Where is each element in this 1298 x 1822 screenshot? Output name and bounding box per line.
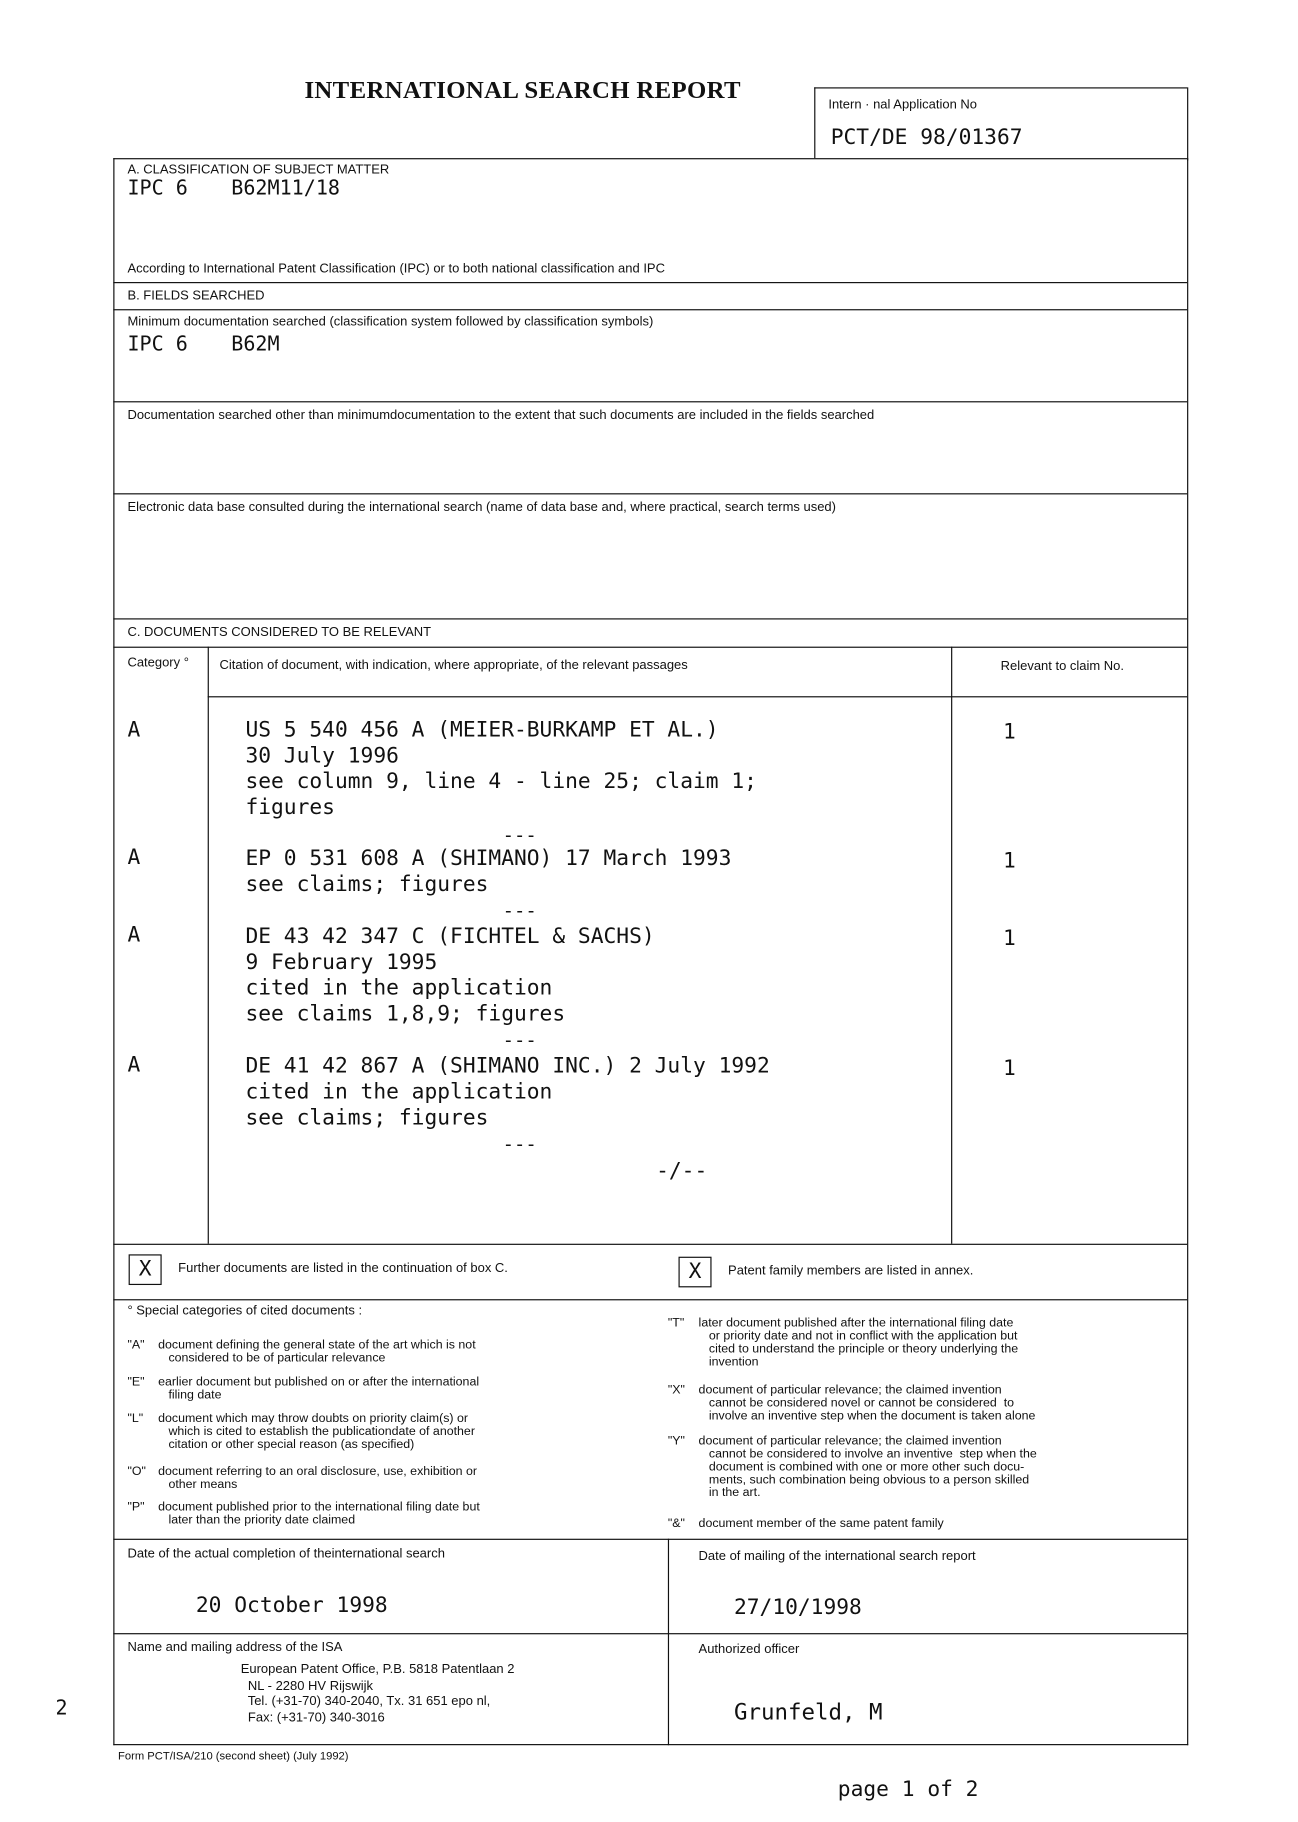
row-4-category: A bbox=[127, 1052, 141, 1078]
category-code: "P" bbox=[127, 1499, 145, 1514]
row-2-category: A bbox=[127, 844, 141, 870]
special-categories-heading: ° Special categories of cited documents : bbox=[127, 1303, 363, 1319]
row-2-citation: EP 0 531 608 A (SHIMANO) 17 March 1993 see claims; figures bbox=[245, 846, 732, 897]
category-code: "A" bbox=[127, 1338, 145, 1353]
category-text: document which may throw doubts on priority claim(s) or which is cited to establish the publicationdate of another citation or other special reason (as specified) bbox=[158, 1411, 475, 1452]
category-text: earlier document but published on or after the international filing date bbox=[158, 1374, 480, 1402]
category-code: "Y" bbox=[667, 1433, 685, 1448]
category-text: document defining the general state of the art which is not considered to be of particular relevance bbox=[158, 1338, 476, 1366]
row-4-citation: DE 41 42 867 A (SHIMANO INC.) 2 July 1992 cited in the application see claims; figures bbox=[245, 1053, 770, 1131]
row-1-citation: US 5 540 456 A (MEIER-BURKAMP ET AL.) 30 July 1996 see column 9, line 4 - line 25; claim 1; figures bbox=[245, 717, 757, 821]
application-number-label: Intern · nal Application No bbox=[828, 97, 978, 113]
category-text: later document published after the international filing date or priority date and not in conflict with the application but cited to understand the principle or theory underlying the invention bbox=[698, 1315, 1019, 1369]
row-4-separator: --- bbox=[502, 1132, 537, 1156]
margin-number: 2 bbox=[55, 1696, 68, 1721]
row-3-separator: --- bbox=[502, 1028, 537, 1052]
continuation-marker: -/-- bbox=[656, 1158, 708, 1184]
section-c-heading: C. DOCUMENTS CONSIDERED TO BE RELEVANT bbox=[127, 625, 432, 640]
category-code: "E" bbox=[127, 1374, 145, 1389]
category-text: document published prior to the international filing date but later than the priority date claimed bbox=[158, 1499, 480, 1527]
authorized-officer-label: Authorized officer bbox=[698, 1642, 800, 1657]
row-4-relevant: 1 bbox=[1002, 1056, 1016, 1081]
category-code: "X" bbox=[667, 1382, 685, 1398]
further-documents-checkbox[interactable]: X bbox=[129, 1254, 162, 1285]
section-a-according-note: According to International Patent Classification (IPC) or to both national classification and IPC bbox=[127, 261, 665, 277]
row-2-relevant: 1 bbox=[1002, 848, 1016, 874]
row-3-citation: DE 43 42 347 C (FICHTEL & SACHS) 9 February 1995 cited in the application see claims 1,8,9; figures bbox=[245, 923, 655, 1027]
completion-date-label: Date of the actual completion of theinternational search bbox=[127, 1546, 445, 1562]
row-1-category: A bbox=[127, 717, 141, 743]
further-documents-label: Further documents are listed in the continuation of box C. bbox=[178, 1261, 508, 1276]
category-text: document referring to an oral disclosure, use, exhibition or other means bbox=[158, 1464, 477, 1492]
category-text: document of particular relevance; the claimed invention cannot be considered novel or cannot be considered to involve an inventive step when the document is taken alone bbox=[698, 1382, 1036, 1424]
patent-family-checkbox[interactable]: X bbox=[679, 1257, 712, 1288]
row-3-category: A bbox=[127, 922, 141, 948]
page-indicator: page 1 of 2 bbox=[837, 1777, 979, 1802]
isa-address-label: Name and mailing address of the ISA bbox=[127, 1640, 343, 1655]
category-code: "T" bbox=[667, 1315, 685, 1330]
section-b-ipc-value: B62M bbox=[231, 332, 280, 357]
section-a-ipc-value: B62M11/18 bbox=[231, 176, 340, 201]
row-1-relevant: 1 bbox=[1002, 719, 1016, 745]
section-b-other-doc-label: Documentation searched other than minimumdocumentation to the extent that such documents are included in the fields searched bbox=[127, 408, 875, 423]
section-b-electronic-label: Electronic data base consulted during the international search (name of data base and, where practical, search terms used) bbox=[127, 500, 836, 515]
category-code: "&" bbox=[667, 1516, 685, 1531]
report-title: INTERNATIONAL SEARCH REPORT bbox=[304, 75, 741, 104]
section-b-min-doc-label: Minimum documentation searched (classification system followed by classification symbols) bbox=[127, 315, 654, 330]
patent-family-label: Patent family members are listed in annex. bbox=[728, 1263, 974, 1278]
mailing-date-label: Date of mailing of the international search report bbox=[698, 1549, 976, 1564]
row-2-separator: --- bbox=[502, 899, 537, 922]
row-1-separator: --- bbox=[502, 823, 537, 847]
section-b-heading: B. FIELDS SEARCHED bbox=[127, 289, 265, 304]
category-text: document of particular relevance; the claimed invention cannot be considered to involve an inventive step when the document is combined with one or more other such docu- ments, such combination being obvious to a person skilled in the art. bbox=[698, 1433, 1037, 1500]
mailing-date-value: 27/10/1998 bbox=[733, 1595, 862, 1621]
section-a-heading: A. CLASSIFICATION OF SUBJECT MATTER bbox=[127, 162, 390, 177]
form-footer: Form PCT/ISA/210 (second sheet) (July 1992) bbox=[117, 1749, 349, 1763]
column-relevant-header: Relevant to claim No. bbox=[1000, 659, 1125, 674]
row-3-relevant: 1 bbox=[1002, 926, 1016, 952]
completion-date-value: 20 October 1998 bbox=[195, 1592, 388, 1618]
category-text: document member of the same patent family bbox=[698, 1516, 944, 1531]
column-category-header: Category ° bbox=[127, 656, 189, 671]
authorized-officer-name: Grunfeld, M bbox=[733, 1699, 883, 1726]
category-code: "L" bbox=[127, 1411, 144, 1426]
application-number-value: PCT/DE 98/01367 bbox=[830, 125, 1023, 150]
category-code: "O" bbox=[127, 1464, 146, 1479]
isa-address: European Patent Office, P.B. 5818 Patentlaan 2 NL - 2280 HV Rijswijk Tel. (+31-70) 340-2040, Tx. 31 651 epo nl, Fax: (+31-70) 340-3016 bbox=[240, 1662, 515, 1725]
section-a-ipc-label: IPC 6 bbox=[127, 176, 188, 201]
column-citation-header: Citation of document, with indication, where appropriate, of the relevant passages bbox=[219, 658, 688, 673]
section-b-ipc-label: IPC 6 bbox=[127, 332, 188, 357]
